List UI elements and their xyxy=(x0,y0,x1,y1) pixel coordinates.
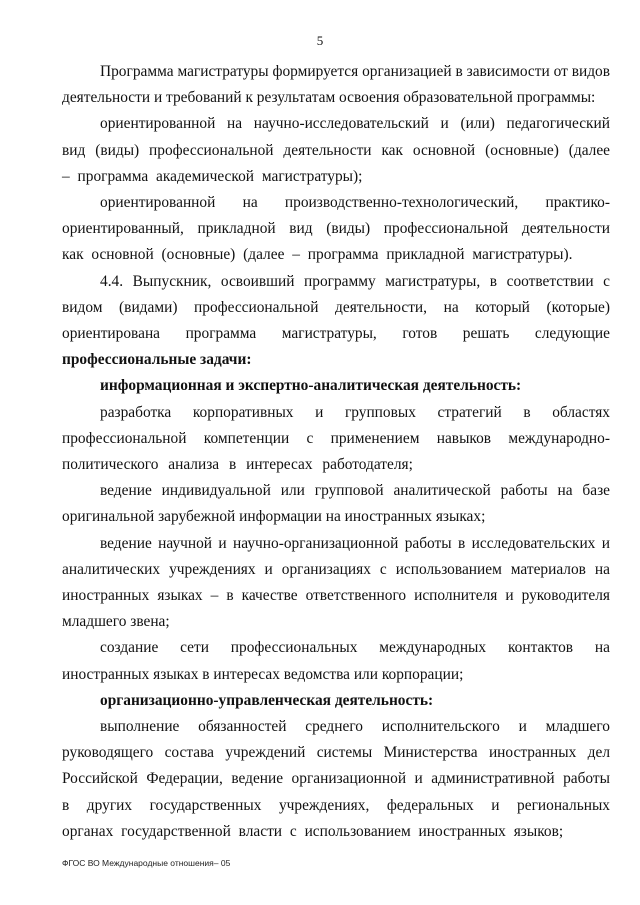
heading-analytical-activity: информационная и экспертно-аналитическая деятельность: xyxy=(100,377,522,395)
paragraph-research-work: ведение научной и научно-организационной работы в исследовательских и аналитических учреждениях и организациях с использованием материалов на иностранных языках – в качестве ответственного исполнителя и руководителя младшего звена; xyxy=(62,534,610,631)
footer-standard-label: ФГОС ВО Международные отношения– 05 xyxy=(62,858,231,868)
paragraph-contacts-network: создание сети профессиональных международных контактов на иностранных языках в интересах ведомства или корпорации; xyxy=(62,639,610,683)
paragraph-graduate-tasks-text: 4.4. Выпускник, освоивший программу магистратуры, в соответствии с видом (видами) профессиональной деятельности, на который (которые) ориентирована программа магистратуры, готов решать следующие xyxy=(62,272,610,343)
paragraph-strategy-development: разработка корпоративных и групповых стратегий в областях профессиональной компетенции с применением навыков международно-политического анализа в интересах работодателя; xyxy=(62,403,610,474)
paragraph-academic-masters: ориентированной на научно-исследовательский и (или) педагогический вид (виды) профессиональной деятельности как основной (основные) (далее – программа академической магистратуры); xyxy=(62,115,610,185)
document-body xyxy=(62,59,610,845)
paragraph-applied-masters: ориентированной на производственно-технологический, практико-ориентированный, прикладной вид (виды) профессиональной деятельности как основной (основные) (далее – программа прикладной магистратуры). xyxy=(62,194,610,264)
heading-management-activity: организационно-управленческая деятельность: xyxy=(100,691,434,709)
paragraph-analytical-work: ведение индивидуальной или групповой аналитической работы на базе оригинальной зарубежной информации на иностранных языках; xyxy=(62,482,610,526)
paragraph-intro: Программа магистратуры формируется организацией в зависимости от видов деятельности и требований к результатам освоения образовательной программы: xyxy=(62,63,610,107)
professional-tasks-emphasis: профессиональные задачи: xyxy=(62,351,252,369)
paragraph-duties: выполнение обязанностей среднего исполнительского и младшего руководящего состава учреждений системы Министерства иностранных дел Российской Федерации, ведение организационной и административной работы в других государственных учреждениях, федеральных и региональных органах государственной власти с использованием иностранных языков; xyxy=(62,718,610,840)
page-number: 5 xyxy=(316,33,324,48)
paragraph-graduate-tasks xyxy=(62,269,610,374)
